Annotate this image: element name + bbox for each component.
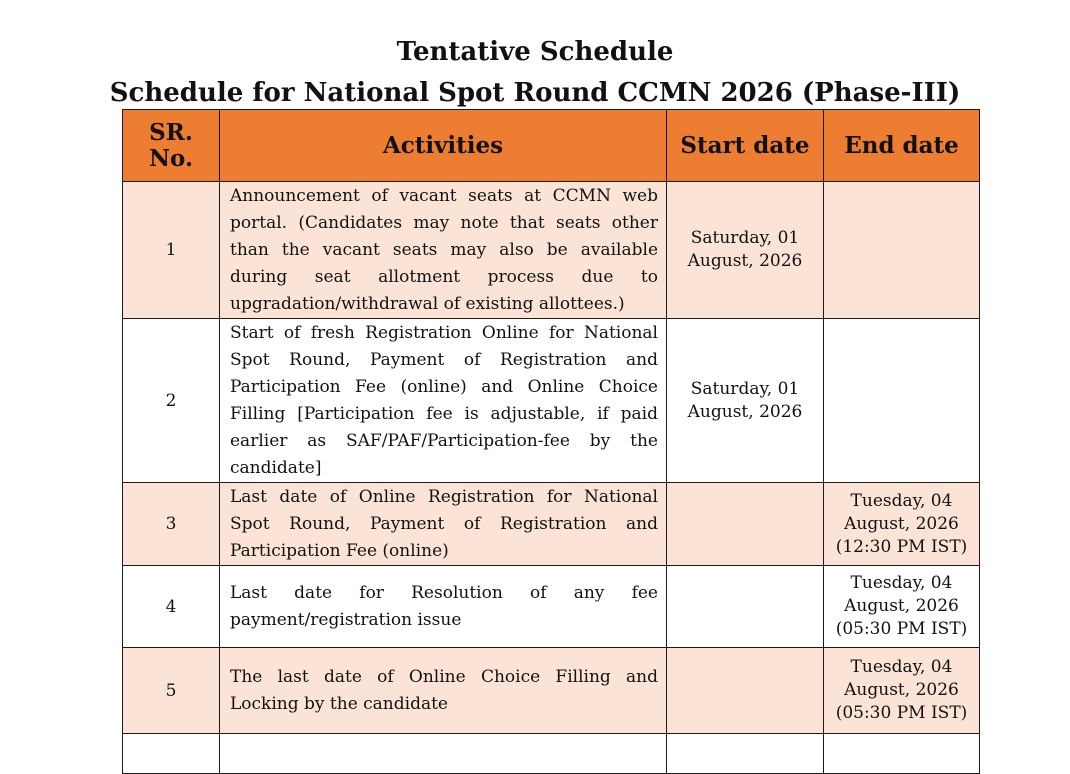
activity-cell: Start of fresh Registration Online for National Spot Round, Payment of Registration and Participation Fee (online) and Online Choice Filling [Participation fee is adjustable, if paid earlier as SAF/PAF/Participation-fee by the candidate] — [220, 319, 667, 483]
sr-number-cell: 3 — [123, 483, 220, 566]
activity-cell: The last date of Online Choice Filling and Locking by the candidate — [220, 648, 667, 734]
sr-number-cell — [123, 734, 220, 774]
start-date-line: Saturday, 01 — [690, 228, 800, 248]
document-title: Tentative Schedule — [396, 37, 674, 67]
table-row — [123, 566, 980, 648]
end-time-line: (12:30 PM IST) — [835, 536, 968, 557]
end-date-cell — [824, 182, 980, 319]
header-start-date: Start date — [667, 110, 824, 182]
end-date-line: August, 2026 — [844, 513, 959, 534]
end-date-line: Tuesday, 04 — [850, 490, 953, 511]
end-time-line: (05:30 PM IST) — [835, 703, 968, 723]
start-date-line: Saturday, 01 — [690, 378, 800, 399]
header-sr-no — [123, 110, 220, 182]
activity-cell: Last date for Resolution of any fee payment/registration issue — [220, 566, 667, 648]
header-sr-line1: SR. — [149, 118, 193, 146]
table-row — [123, 319, 980, 483]
start-date-cell — [667, 648, 824, 734]
schedule-table — [122, 109, 980, 774]
end-date-cell — [824, 566, 980, 648]
end-time-line: (05:30 PM IST) — [835, 619, 968, 639]
activity-cell: Announcement of vacant seats at CCMN web portal. (Candidates may note that seats other than the vacant seats may also be available during seat allotment process due to upgradation/withdrawal of existing allottees.) — [220, 182, 667, 319]
start-date-line: August, 2026 — [687, 401, 803, 422]
table-row — [123, 182, 980, 319]
end-date-line: Tuesday, 04 — [850, 657, 953, 677]
end-date-cell — [824, 734, 980, 774]
header-sr-line2: No. — [149, 144, 193, 172]
header-end-date: End date — [824, 110, 980, 182]
table-header-row — [123, 110, 980, 182]
start-date-line: August, 2026 — [687, 251, 803, 271]
sr-number-cell: 2 — [123, 319, 220, 483]
start-date-cell — [667, 182, 824, 319]
sr-number-cell: 5 — [123, 648, 220, 734]
sr-number-cell: 1 — [123, 182, 220, 319]
table-row — [123, 648, 980, 734]
start-date-cell — [667, 734, 824, 774]
table-row — [123, 734, 980, 774]
end-date-cell — [824, 648, 980, 734]
document-subtitle: Schedule for National Spot Round CCMN 2026 (Phase-III) — [109, 78, 961, 108]
end-date-cell — [824, 319, 980, 483]
start-date-cell — [667, 319, 824, 483]
end-date-line: August, 2026 — [844, 596, 959, 616]
end-date-line: Tuesday, 04 — [850, 573, 953, 593]
end-date-cell — [824, 483, 980, 566]
end-date-line: August, 2026 — [844, 680, 959, 700]
activity-cell: Last date of Online Registration for National Spot Round, Payment of Registration and Participation Fee (online) — [220, 483, 667, 566]
start-date-cell — [667, 483, 824, 566]
table-row — [123, 483, 980, 566]
start-date-cell — [667, 566, 824, 648]
header-activities: Activities — [220, 110, 667, 182]
activity-cell — [220, 734, 667, 774]
sr-number-cell: 4 — [123, 566, 220, 648]
